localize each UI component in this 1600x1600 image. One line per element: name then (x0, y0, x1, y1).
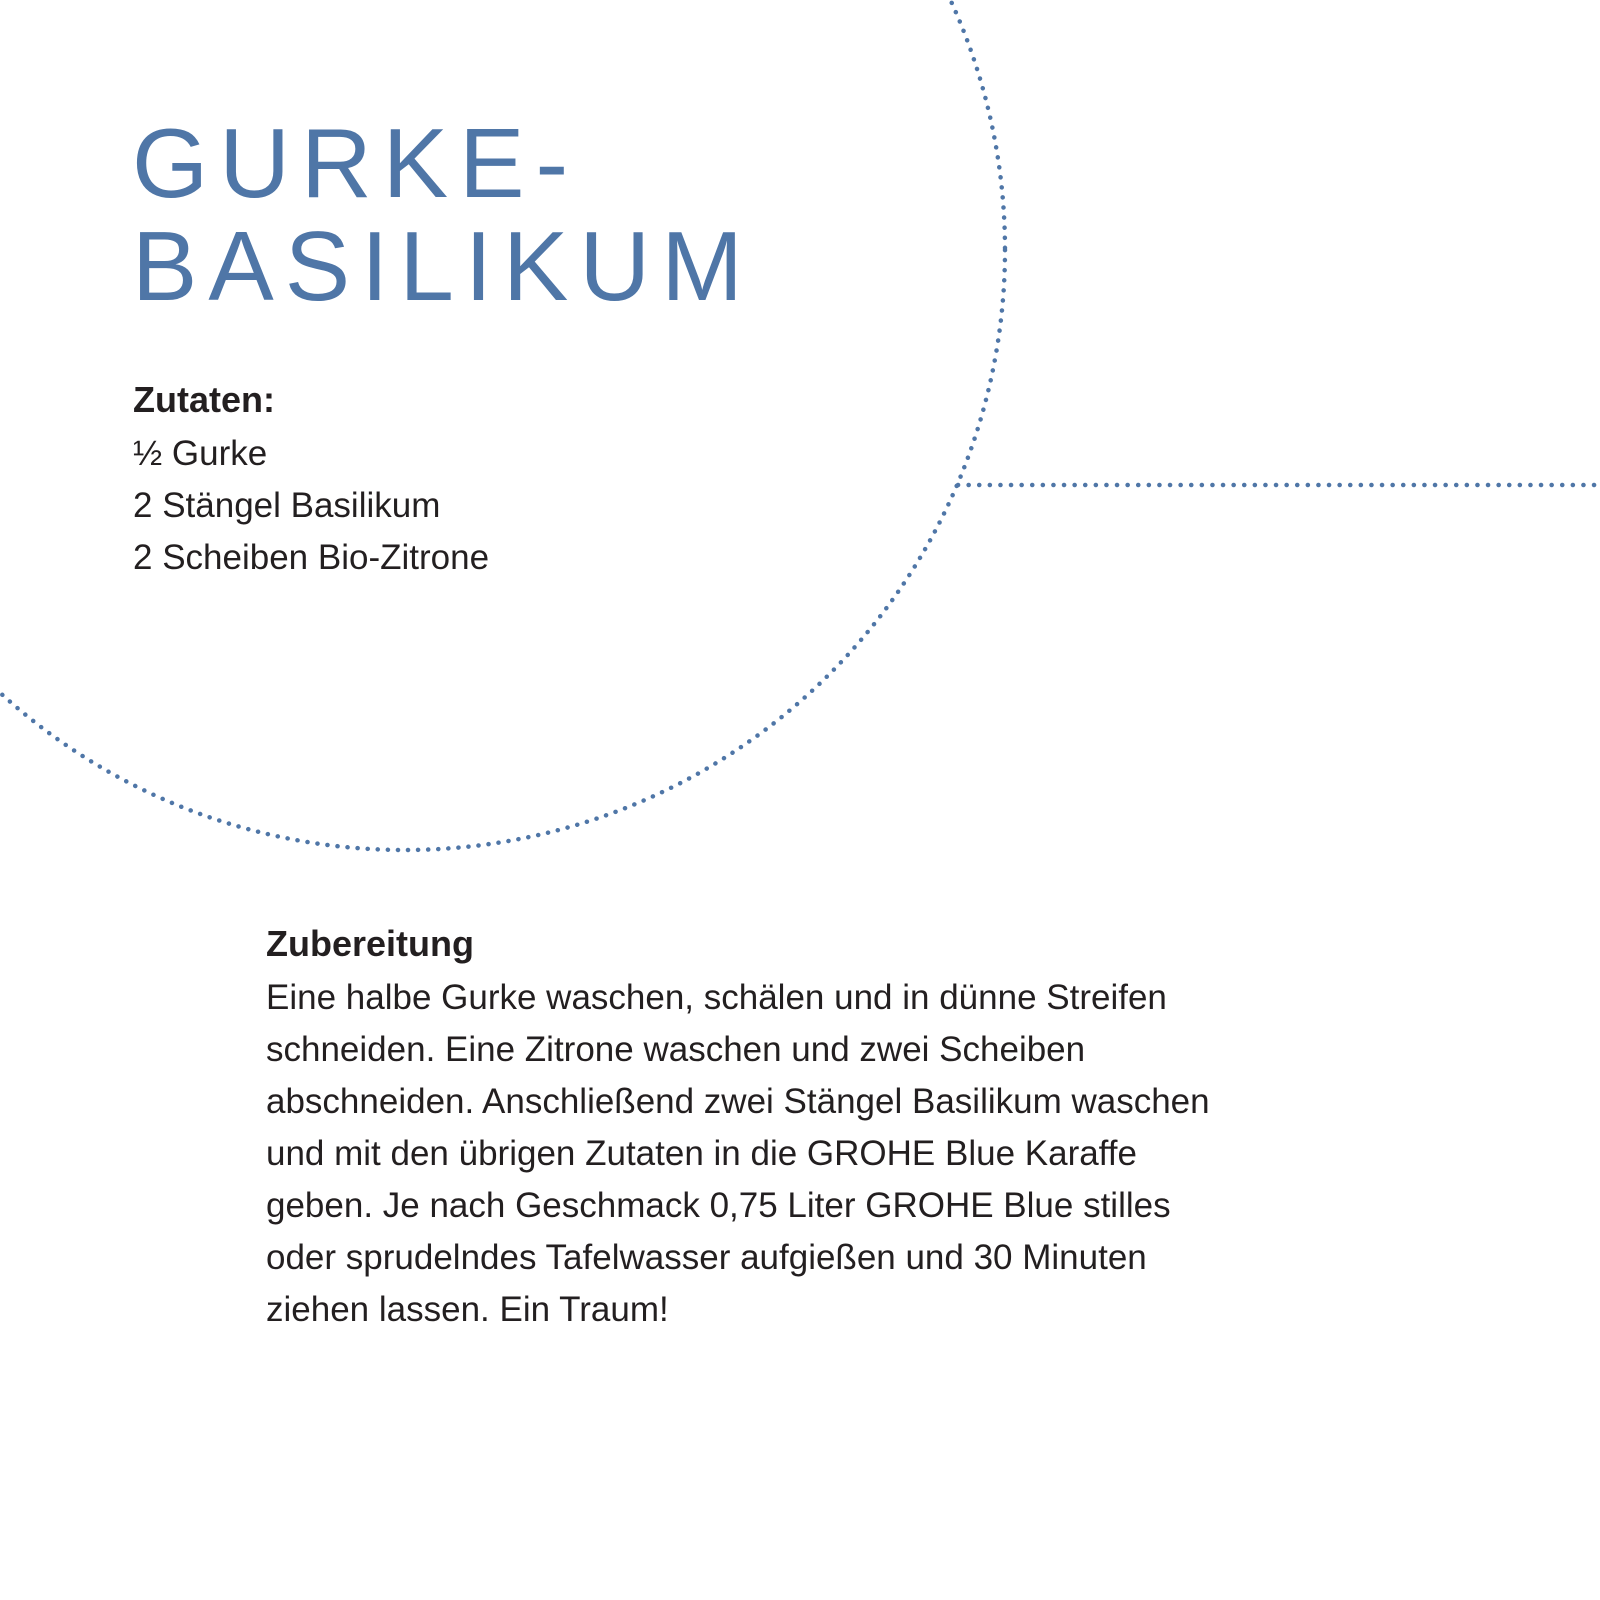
recipe-title (132, 108, 754, 321)
ingredient-item: 2 Stängel Basilikum (133, 486, 441, 525)
ingredients-heading: Zutaten: (133, 379, 275, 420)
title-line-2: BASILIKUM (132, 211, 754, 321)
ingredient-item: ½ Gurke (133, 434, 268, 473)
ingredient-item: 2 Scheiben Bio-Zitrone (133, 538, 490, 577)
ingredients-section (133, 376, 489, 584)
preparation-text: Eine halbe Gurke waschen, schälen und in dünne Streifen schneiden. Eine Zitrone waschen und zwei Scheiben abschneiden. Anschließend zwei Stängel Basilikum waschen und mit den übrigen Zutaten in die GROHE Blue Karaffe geben. Je nach Geschmack 0,75 Liter GROHE Blue stilles oder sprudelndes Tafelwasser aufgießen und 30 Minuten ziehen lassen. Ein Traum! (266, 978, 1210, 1329)
preparation-section (266, 920, 1346, 1336)
title-line-1: GURKE- (132, 108, 580, 218)
ingredients-list (133, 428, 489, 584)
preparation-heading: Zubereitung (266, 923, 474, 964)
